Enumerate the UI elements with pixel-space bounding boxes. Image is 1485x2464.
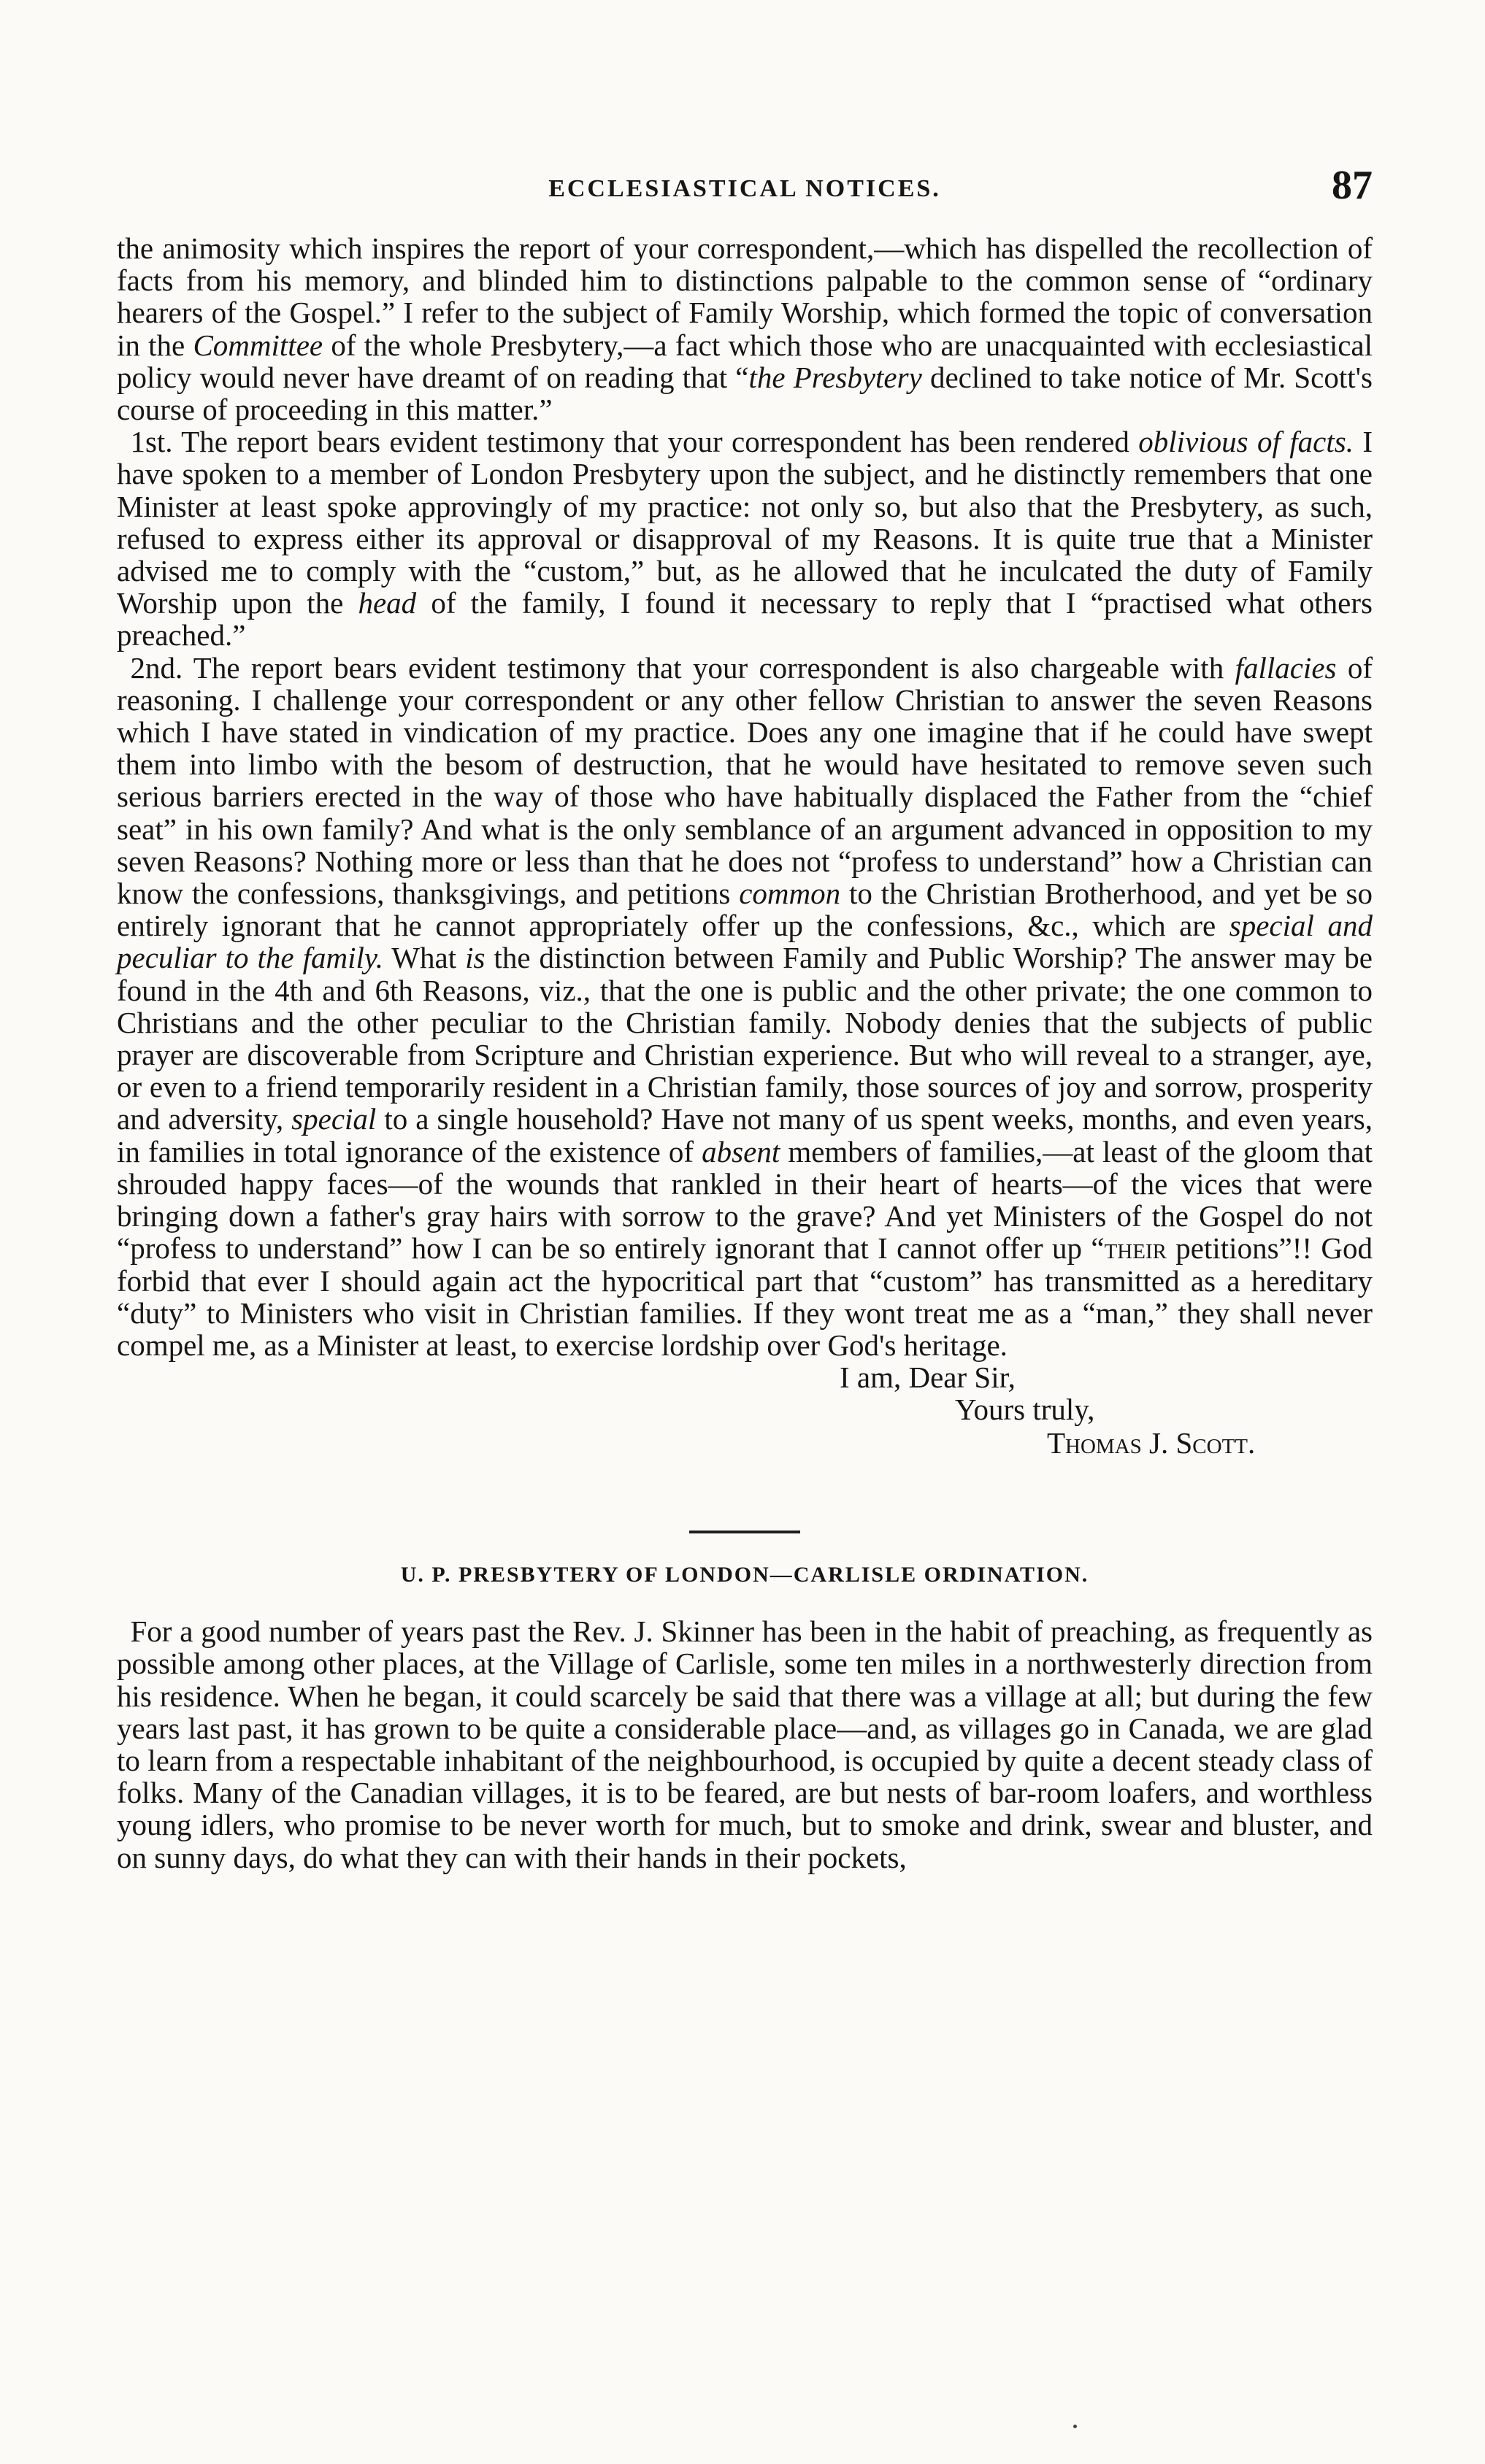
text-run: 2nd. The report bears evident testimony that your correspondent is also chargeable with (130, 650, 1235, 685)
article-paragraph-1: For a good number of years past the Rev. J. Skinner has been in the habit of preaching, as frequently as possible among other places, at the Village of Carlisle, some ten miles in a northwesterly direction from his residence. When he began, it could scarcely be said that there was a village at all; but during the few years last past, it has grown to be quite a considerable place—and, as villages go in Canada, we are glad to learn from a respectable inhabitant of the neighbourhood, is occupied by quite a decent steady class of folks. Many of the Canadian villages, it is to be feared, are but nests of bar-room loafers, and worthless young idlers, who promise to be never worth for much, but to smoke and drink, swear and bluster, and on sunny days, do what they can with their hands in their pockets, (117, 1614, 1373, 1874)
letter-paragraph-3 (117, 652, 1373, 1361)
italic-run: fallacies (1235, 650, 1337, 685)
text-run: 1st. The report bears evident testimony that your correspondent has been rendered (130, 425, 1139, 459)
text-run: to a single household? Have not many of us spent weeks, months, and even years, in families in total ignorance of the existence of (117, 1102, 1373, 1169)
print-speck (1073, 2425, 1077, 2428)
italic-run: common (739, 877, 841, 911)
signature: Thomas J. Scott. (1047, 1426, 1256, 1460)
section-title: U. P. PRESBYTERY OF LONDON—CARLISLE ORDINATION. (400, 1563, 1089, 1587)
text-run: the distinction between Family and Public Worship? The answer may be found in the 4th and 6th Reasons, viz., that the one is public and the other private; the one common to Christians and the other peculiar to the Christian family. Nobody denies that the subjects of public prayer are discoverable from Scripture and Christian experience. But who will reveal to a stranger, aye, or even to a friend temporarily resident in a Christian family, those sources of joy and sorrow, prosperity and adversity, (117, 941, 1373, 1136)
italic-run: head (358, 586, 417, 620)
text-run: of the family, I found it necessary to reply that I “practised what others preached.” (117, 586, 1373, 652)
text-run: petitions”!! God forbid that ever I should again act the hypocritical part that “custom” has transmitted as a hereditary “duty” to Ministers who visit in Christian families. If they wont treat me as a “man,” they shall never compel me, as a Minister at least, to exercise lordship over God's heritage. (117, 1231, 1373, 1362)
letter-paragraph-2 (117, 426, 1373, 651)
running-head: ECCLESIASTICAL NOTICES. (548, 175, 941, 202)
italic-run: special (291, 1102, 377, 1136)
text-run: What (383, 941, 466, 975)
italic-run: the Presbytery (748, 360, 922, 394)
text-run: I have spoken to a member of London Presbytery upon the subject, and he distinctly remembers that one Minister at least spoke approvingly of my practice: not only so, but also that the Presbytery, as such, refused to express either its approval or disapproval of my Reasons. It is quite true that a Minister advised me to comply with the “custom,” but, as he allowed that he inculcated the duty of Family Worship upon the (117, 425, 1373, 620)
letter-signoff (117, 1361, 1373, 1493)
italic-run: special and peculiar to the family. (117, 909, 1373, 975)
section-divider (689, 1531, 800, 1533)
text-run: the animosity which inspires the report of your correspondent,—which has dispelled the recollection of facts from his memory, and blinded him to distinctions palpable to the common sense of “ordinary hearers of the Gospel.” I refer to the subject of Family Worship, which formed the topic of conversation in the (117, 231, 1373, 362)
text-run: of reasoning. I challenge your correspondent or any other fellow Christian to answer the seven Reasons which I have stated in vindication of my practice. Does any one imagine that if he could have swept them into limbo with the besom of destruction, that he would have hesitated to remove seven such serious barriers erected in the way of those who have habitually displaced the Father from the “chief seat” in his own family? And what is the only semblance of an argument advanced in opposition to my seven Reasons? Nothing more or less than that he does not “profess to understand” how a Christian can know the confessions, thanksgivings, and petitions (117, 650, 1373, 911)
text-run: of the whole Presbytery,—a fact which those who are unacquainted with ecclesiastical policy would never have dreamt of on reading that “ (117, 328, 1373, 394)
italic-run: absent (702, 1134, 780, 1169)
letter-paragraph-1 (117, 232, 1373, 426)
italic-run: Committee (193, 328, 323, 362)
valediction: Yours truly, (955, 1393, 1095, 1427)
italic-run: oblivious of facts. (1138, 425, 1354, 459)
closing-line: I am, Dear Sir, (840, 1360, 1016, 1395)
body-text (117, 232, 1373, 1874)
page-header (117, 162, 1373, 220)
text-run: to the Christian Brotherhood, and yet be so entirely ignorant that he cannot appropriately offer up the confessions, &c., which are (117, 877, 1373, 943)
italic-run: is (465, 941, 486, 975)
text-run: members of families,—at least of the gloom that shrouded happy faces—of the wounds that rankled in their heart of hearts—of the vices that were bringing down a father's gray hairs with sorrow to the grave? And yet Ministers of the Gospel do not “profess to understand” how I can be so entirely ignorant that I cannot offer up “ (117, 1134, 1373, 1266)
page-number: 87 (1332, 163, 1373, 208)
text-run: declined to take notice of Mr. Scott's course of proceeding in this matter.” (117, 360, 1373, 427)
small-caps-run: their (1104, 1231, 1167, 1266)
